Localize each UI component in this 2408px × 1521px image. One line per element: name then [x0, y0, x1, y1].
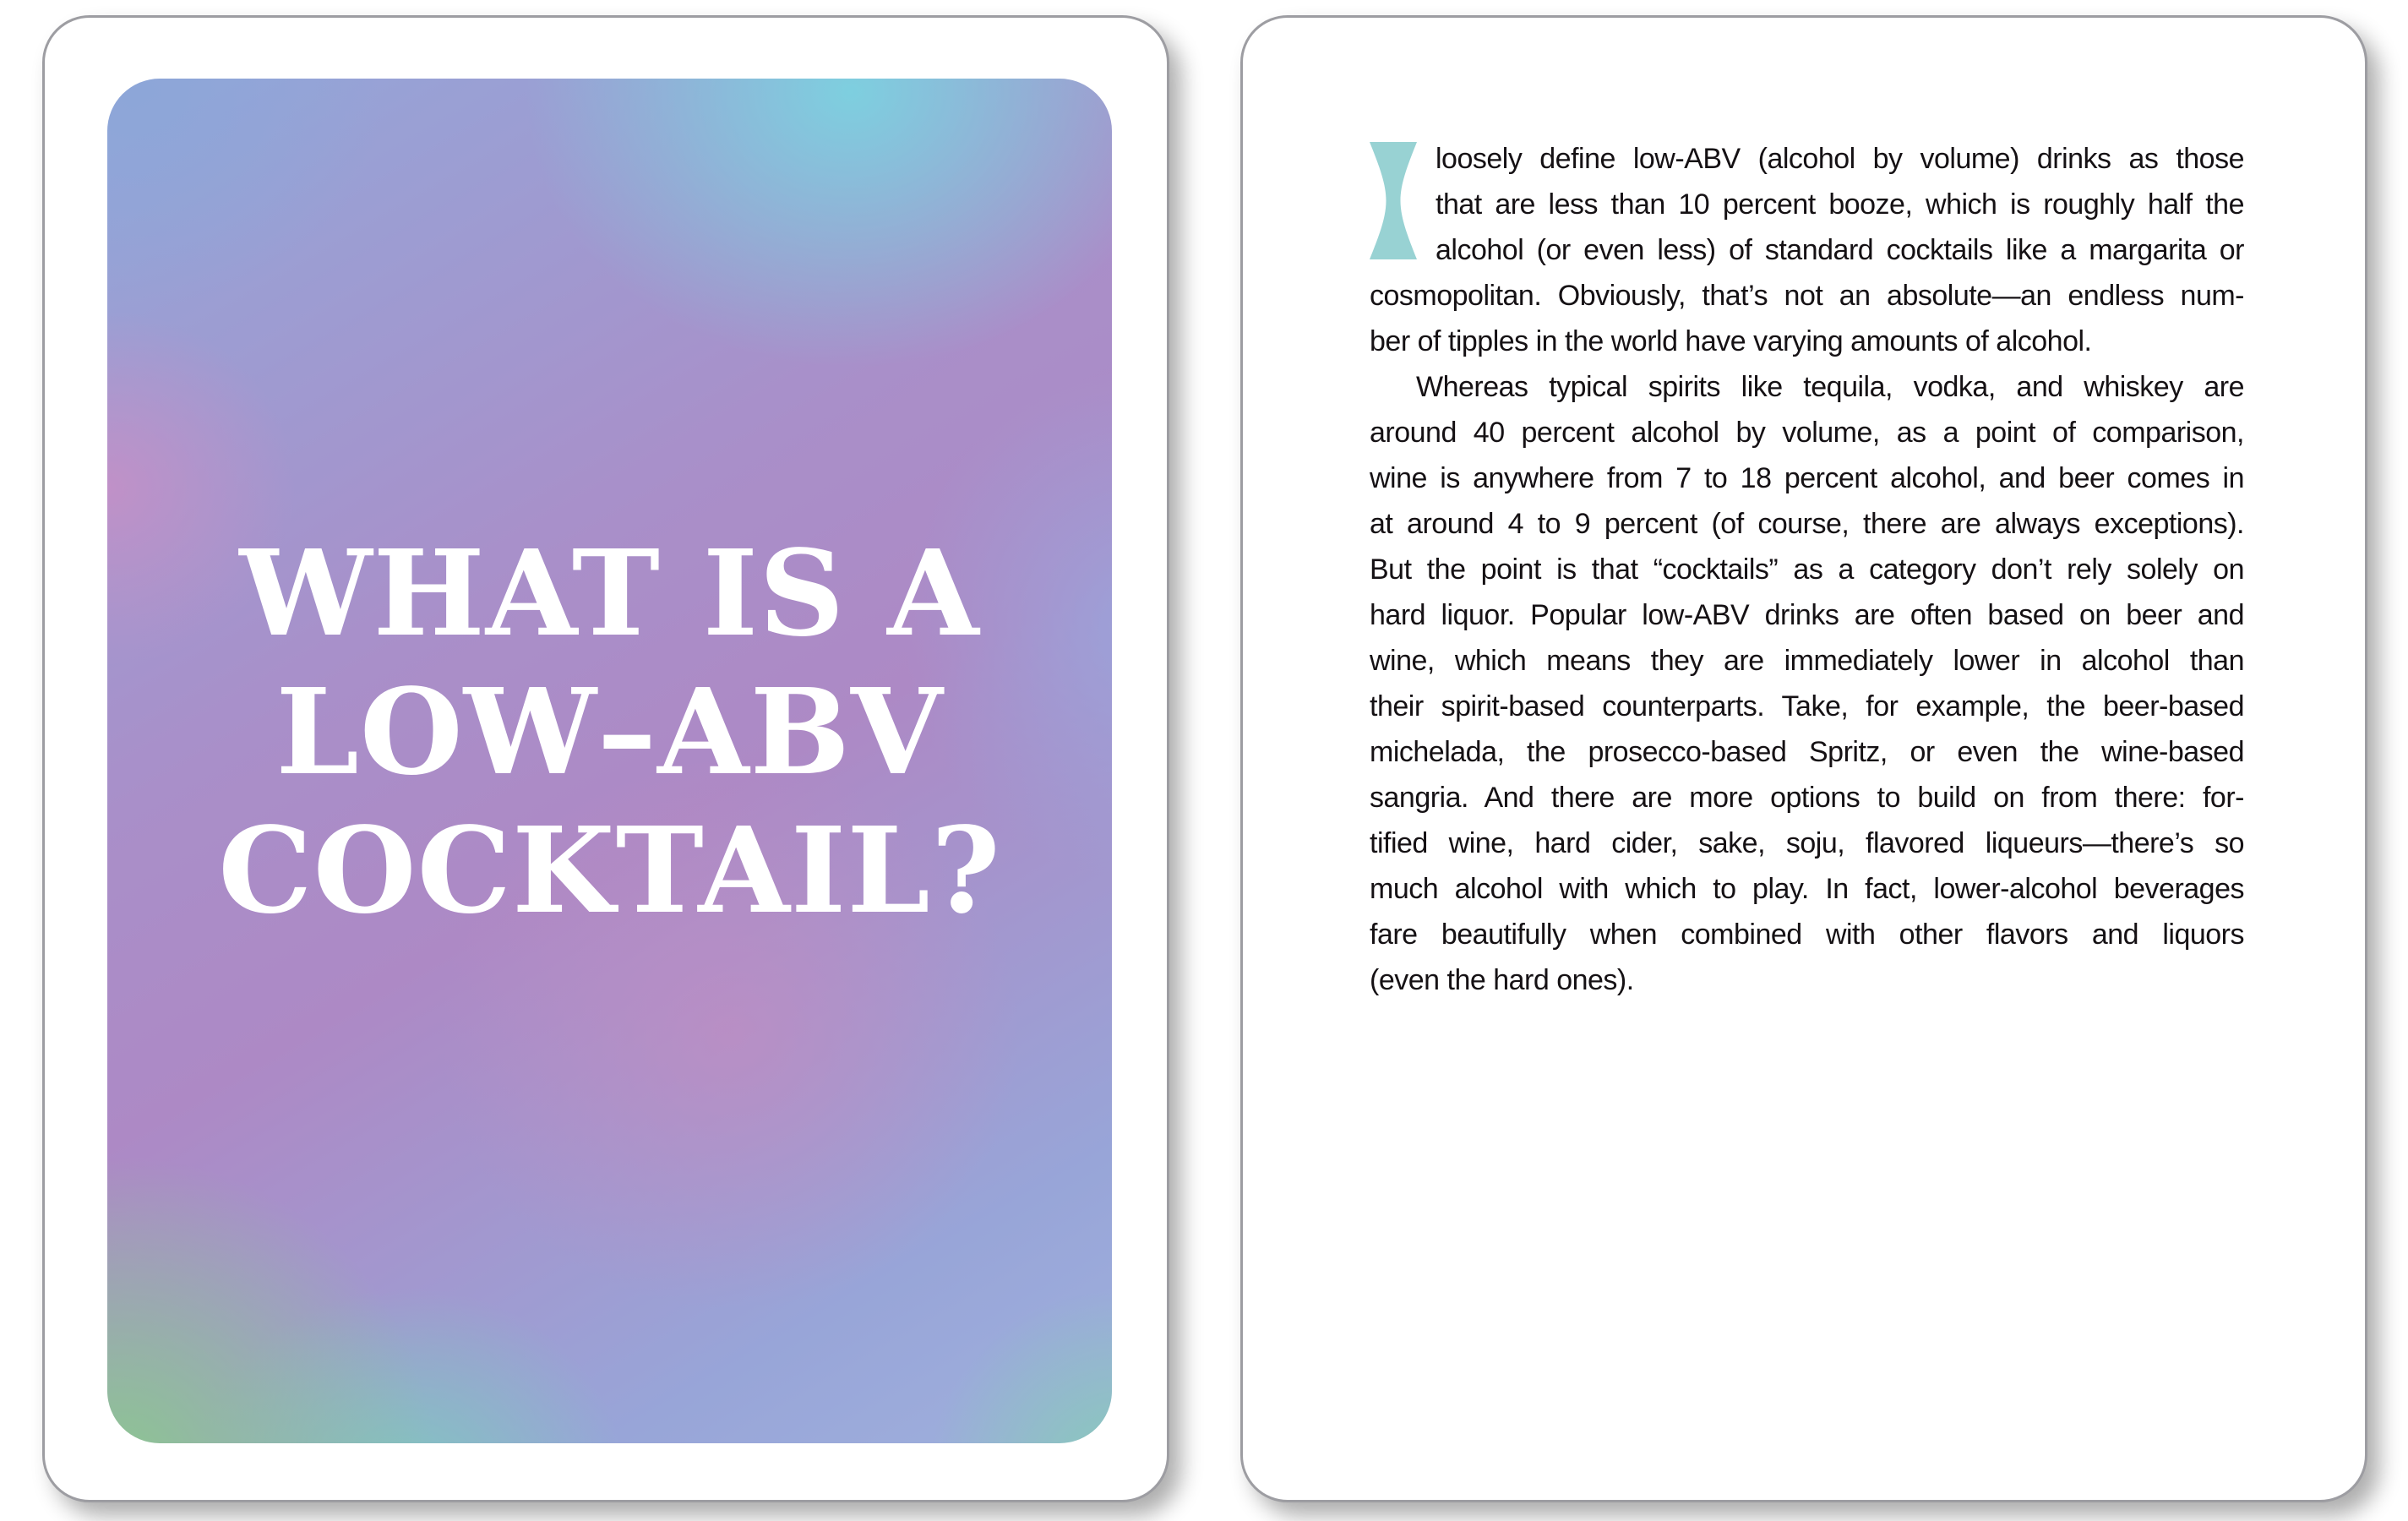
body-text-line: michelada, the prosecco-based Spritz, or even the wine-based: [1370, 736, 2244, 768]
body-text-line: hard liquor. Popular low-ABV drinks are often based on beer and: [1370, 599, 2244, 631]
drop-cap-glyph: [1370, 142, 1417, 259]
body-text-line: alcohol (or even less) of standard cocktails like a margarita or: [1436, 234, 2244, 266]
body-text-line: But the point is that “cocktails” as a category don’t rely solely on: [1370, 553, 2244, 586]
body-text-line: at around 4 to 9 percent (of course, there are always exceptions).: [1370, 508, 2244, 540]
paragraph-1-lines: [1370, 136, 2244, 364]
body-text-line: that are less than 10 percent booze, which is roughly half the: [1436, 188, 2244, 221]
body-text-line: (even the hard ones).: [1370, 964, 1634, 996]
gradient-cover: [107, 79, 1112, 1443]
body-text-line: wine is anywhere from 7 to 18 percent alcohol, and beer comes in: [1370, 462, 2244, 494]
body-text-line: much alcohol with which to play. In fact, lower-alcohol beverages: [1370, 873, 2244, 905]
body-text-line: ber of tipples in the world have varying amounts of alcohol.: [1370, 325, 2092, 357]
drop-cap-letter-i: [1370, 142, 1417, 259]
chapter-title-line: WHAT IS A: [239, 525, 980, 663]
chapter-title: [107, 525, 1112, 940]
body-text-line: wine, which means they are immediately lower in alcohol than: [1370, 645, 2244, 677]
body-text-line: sangria. And there are more options to build on from there: for-: [1370, 782, 2244, 814]
body-text-line: tified wine, hard cider, sake, soju, flavored liqueurs—there’s so: [1370, 827, 2244, 859]
chapter-title-line: COCKTAIL?: [218, 802, 1001, 940]
body-text-line: around 40 percent alcohol by volume, as a point of comparison,: [1370, 417, 2244, 449]
body-text-line: Whereas typical spirits like tequila, vodka, and whiskey are: [1416, 371, 2244, 403]
right-page: [1240, 15, 2367, 1502]
paragraph-1: [1370, 136, 2244, 364]
body-text-line: loosely define low-ABV (alcohol by volume) drinks as those: [1436, 143, 2244, 175]
paragraph-2-lines: [1370, 364, 2244, 1003]
chapter-title-line: LOW–ABV: [275, 663, 944, 802]
paragraph-2: [1370, 364, 2244, 1003]
left-page: [42, 15, 1169, 1502]
body-text-line: fare beautifully when combined with other flavors and liquors: [1370, 919, 2244, 951]
body-text-line: cosmopolitan. Obviously, that’s not an absolute—an endless num-: [1370, 280, 2244, 312]
body-text-column: [1370, 136, 2244, 1003]
body-text-line: their spirit-based counterparts. Take, for example, the beer-based: [1370, 690, 2244, 722]
